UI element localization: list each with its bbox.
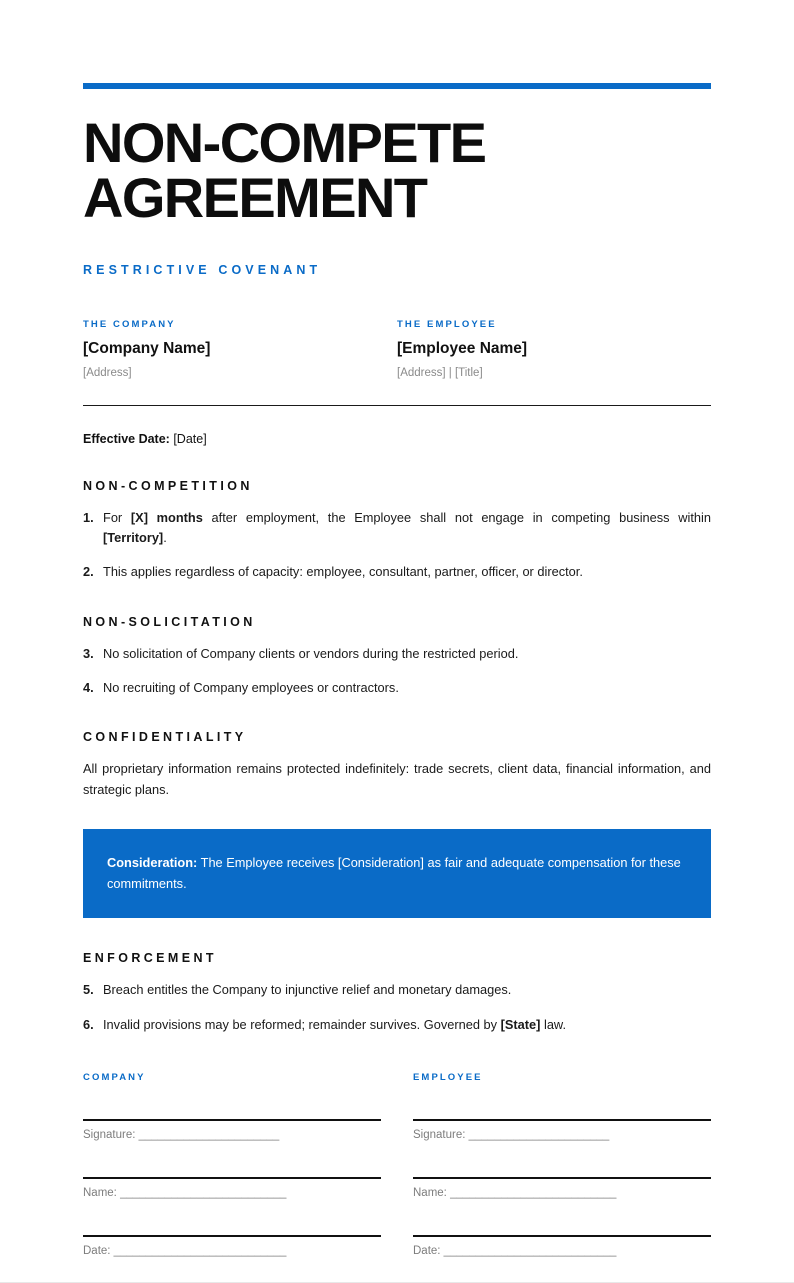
clause-text: after employment, the Employee shall not engage in competing business within (202, 510, 711, 526)
signature-field-label[interactable]: Name: __________________________ (413, 1187, 617, 1200)
clause-number: 2. (83, 564, 94, 580)
clause-number: 6. (83, 1016, 94, 1032)
signature-rule (83, 1119, 381, 1121)
signature-field-row (413, 1235, 711, 1257)
party-company-name: [Company Name] (83, 340, 211, 358)
signature-field-label[interactable]: Signature: ______________________ (83, 1129, 280, 1142)
clause-item (83, 508, 711, 547)
signature-columns (83, 1072, 711, 1257)
document-body (83, 0, 711, 1257)
clause-number: 3. (83, 645, 94, 661)
sections-container (83, 479, 711, 801)
consideration-label: Consideration: (107, 854, 198, 870)
signature-field-row (83, 1235, 381, 1257)
enforcement-clauses (83, 980, 711, 1034)
signature-field-label[interactable]: Date: ___________________________ (413, 1245, 617, 1258)
effective-date-value: [Date] (173, 432, 207, 447)
signature-field-label[interactable]: Date: ___________________________ (83, 1245, 287, 1258)
clause-text: No solicitation of Company clients or vendors during the restricted period. (103, 645, 519, 661)
section-heading: NON-SOLICITATION (83, 614, 256, 629)
clause-emphasis: [X] months (130, 510, 203, 526)
party-employee (397, 319, 711, 379)
parties-divider (83, 405, 711, 406)
signature-rule (413, 1119, 711, 1121)
signature-field-row (83, 1177, 381, 1199)
party-company-meta: [Address] (83, 367, 132, 380)
effective-date-row (83, 432, 711, 446)
clause-text: This applies regardless of capacity: employee, consultant, partner, officer, or director. (103, 564, 583, 580)
clause-item (83, 1015, 711, 1034)
clause-number: 5. (83, 982, 94, 998)
clause-text: Breach entitles the Company to injunctive relief and monetary damages. (103, 982, 512, 998)
party-employee-name: [Employee Name] (397, 340, 528, 358)
clause-text: Invalid provisions may be reformed; remainder survives. Governed by (103, 1016, 501, 1032)
party-employee-label: THE EMPLOYEE (397, 319, 497, 331)
parties-block (83, 319, 711, 379)
section-paragraph: All proprietary information remains protected indefinitely: trade secrets, client data, financial information, and strategic plans. (83, 761, 711, 798)
clause-text: law. (540, 1016, 567, 1032)
clause-text: No recruiting of Company employees or contractors. (103, 680, 399, 696)
clause-text: For (103, 510, 131, 526)
signature-field-label[interactable]: Signature: ______________________ (413, 1129, 610, 1142)
signature-column-label: EMPLOYEE (413, 1072, 483, 1084)
signature-field-row (413, 1177, 711, 1199)
signature-column-label: COMPANY (83, 1072, 146, 1084)
signature-column-employee (413, 1072, 711, 1257)
consideration-text: The Employee receives [Consideration] as fair and adequate compensation for these commitments. (107, 854, 681, 891)
section-heading: CONFIDENTIALITY (83, 730, 247, 745)
document-subtitle: RESTRICTIVE COVENANT (83, 263, 322, 278)
signature-rule (413, 1177, 711, 1179)
signature-block (83, 1072, 711, 1257)
clause-item (83, 678, 711, 697)
signature-field-row (413, 1119, 711, 1141)
section-heading: NON-COMPETITION (83, 479, 253, 494)
clause-item (83, 644, 711, 663)
clause-number: 1. (83, 510, 94, 526)
consideration-callout (83, 829, 711, 918)
party-employee-meta: [Address] | [Title] (397, 367, 483, 380)
clause-item (83, 980, 711, 999)
signature-field-label[interactable]: Name: __________________________ (83, 1187, 287, 1200)
page-title: NON-COMPETE AGREEMENT (83, 111, 486, 229)
clause-number: 4. (83, 680, 94, 696)
clause-text: . (163, 529, 167, 545)
signature-rule (83, 1177, 381, 1179)
signature-column-company (83, 1072, 381, 1257)
signature-rule (83, 1235, 381, 1237)
signature-field-row (83, 1119, 381, 1141)
party-company (83, 319, 397, 379)
clause-emphasis: [Territory] (103, 529, 164, 545)
signature-rule (413, 1235, 711, 1237)
clause-item (83, 562, 711, 581)
section-heading-enforcement: ENFORCEMENT (83, 951, 217, 966)
effective-date-label: Effective Date: (83, 432, 170, 447)
header-accent-bar (83, 83, 711, 89)
clause-emphasis: [State] (500, 1016, 541, 1032)
party-company-label: THE COMPANY (83, 319, 176, 331)
